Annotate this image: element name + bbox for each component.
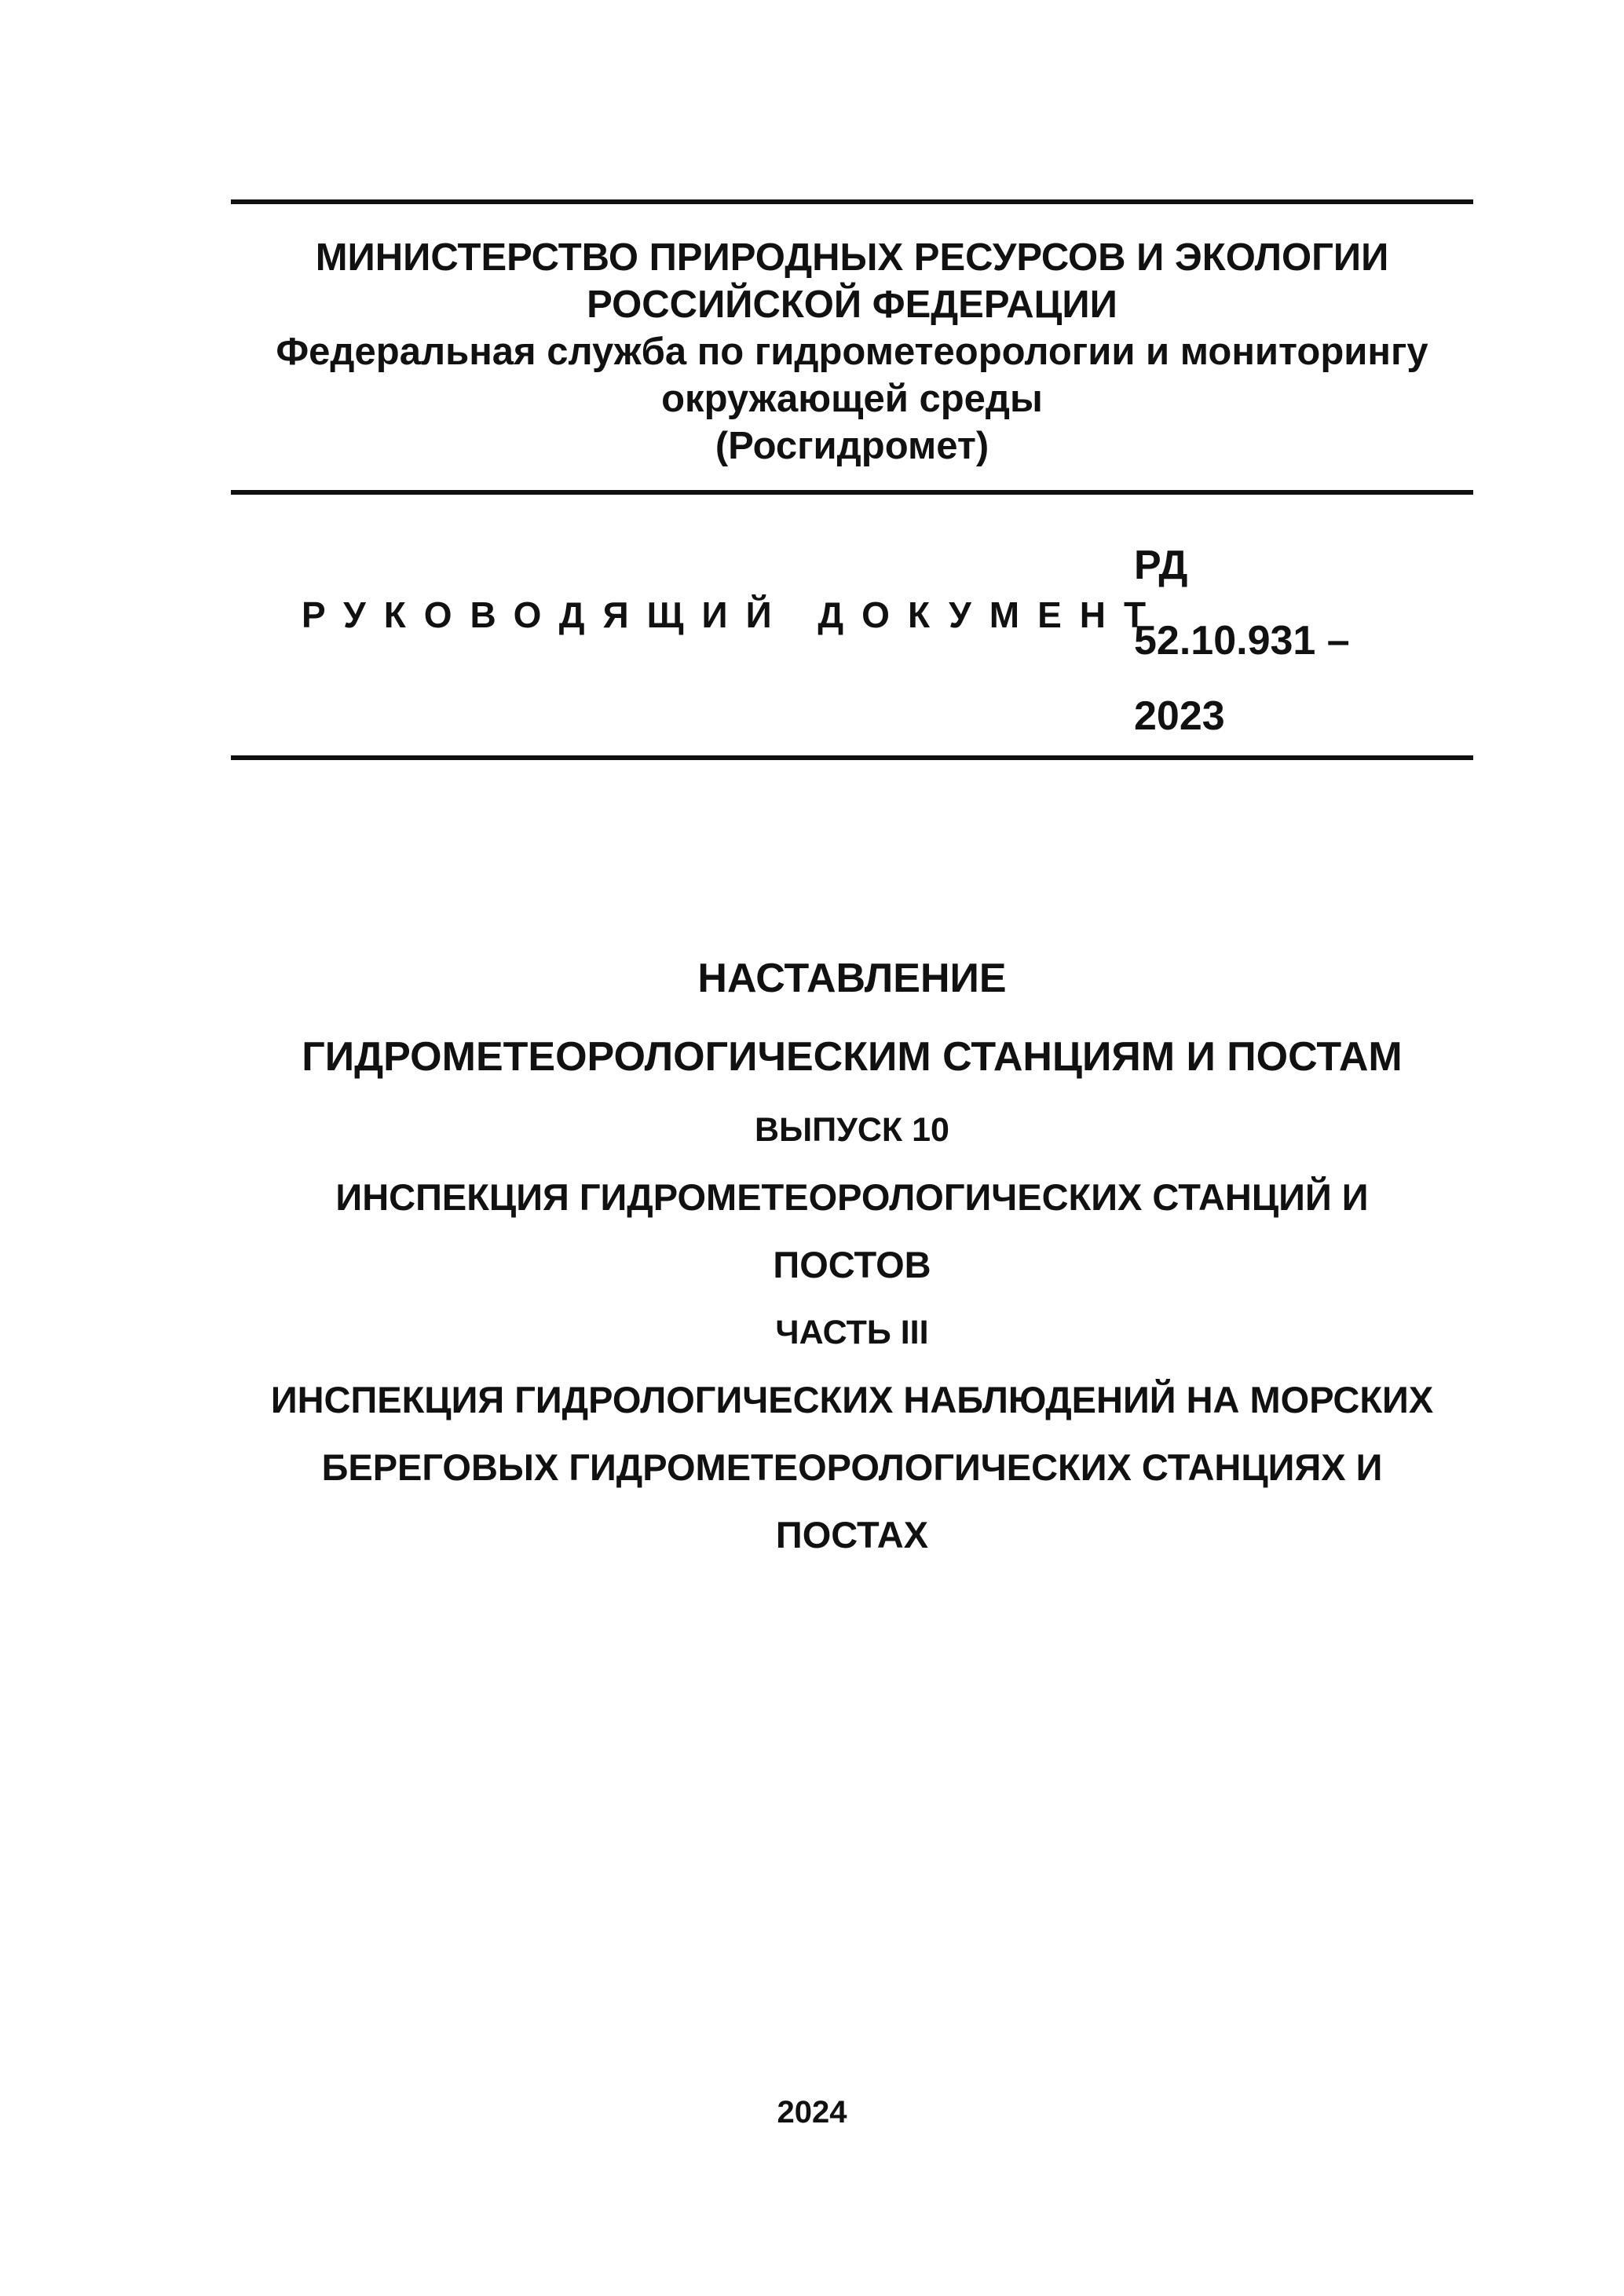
part-number: ЧАСТЬ III xyxy=(775,1314,929,1351)
document-code-year: 2023 xyxy=(1134,693,1225,739)
ministry-line-2: РОССИЙСКОЙ ФЕДЕРАЦИИ xyxy=(587,283,1117,326)
header-bottom-rule xyxy=(231,490,1473,495)
title-line-2: ГИДРОМЕТЕОРОЛОГИЧЕСКИМ СТАНЦИЯМ И ПОСТАМ xyxy=(302,1034,1403,1080)
title-line-1: НАСТАВЛЕНИЕ xyxy=(697,956,1007,1001)
ministry-line-1: МИНИСТЕРСТВО ПРИРОДНЫХ РЕСУРСОВ И ЭКОЛОГИИ xyxy=(315,236,1389,279)
code-bottom-rule xyxy=(231,755,1473,760)
document-title xyxy=(157,939,1547,1569)
issue-title-line-1: ИНСПЕКЦИЯ ГИДРОМЕТЕОРОЛОГИЧЕСКИХ СТАНЦИЙ И xyxy=(335,1176,1369,1218)
publication-year: 2024 xyxy=(777,2095,847,2130)
issue-title-line-2: ПОСТОВ xyxy=(773,1244,931,1285)
service-abbreviation: (Росгидромет) xyxy=(715,425,989,467)
service-line-2: окружающей среды xyxy=(661,378,1043,420)
issuing-authority-header xyxy=(231,234,1473,470)
document-code xyxy=(1134,528,1350,754)
document-code-number: 52.10.931 – xyxy=(1134,618,1350,664)
part-title-line-1: ИНСПЕКЦИЯ ГИДРОЛОГИЧЕСКИХ НАБЛЮДЕНИЙ НА МОРСКИХ xyxy=(270,1379,1434,1420)
service-line-1: Федеральная служба по гидрометеорологии и мониторингу xyxy=(276,331,1428,373)
issue-number: ВЫПУСК 10 xyxy=(755,1111,949,1149)
document-code-prefix: РД xyxy=(1134,543,1188,588)
top-rule xyxy=(231,199,1473,204)
document-type-label: РУКОВОДЯЩИЙ ДОКУМЕНТ xyxy=(302,594,1165,635)
part-title-line-2: БЕРЕГОВЫХ ГИДРОМЕТЕОРОЛОГИЧЕСКИХ СТАНЦИЯХ И xyxy=(321,1446,1383,1488)
part-title-line-3: ПОСТАХ xyxy=(775,1514,929,1556)
